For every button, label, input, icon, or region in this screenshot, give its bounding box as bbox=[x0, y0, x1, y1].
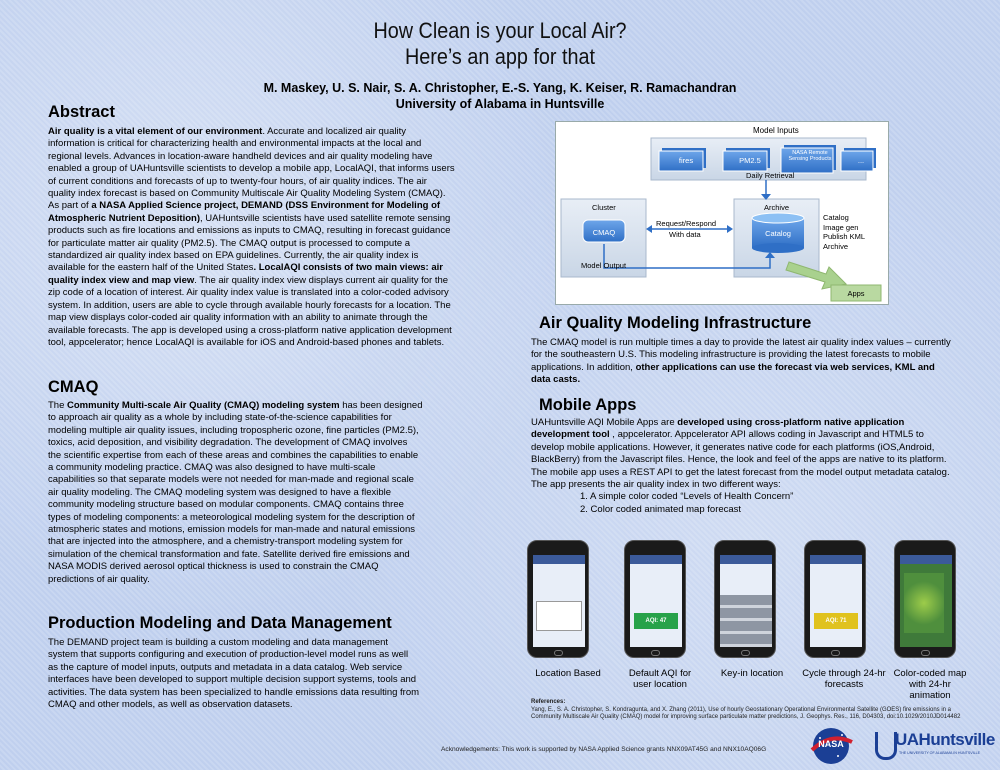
production-text: The DEMAND project team is building a custom modeling and data management system that supports configuring and execution of production-level model runs as well as the capture of model inputs, outputs and metadata in a data catalog. Web service interfaces have been developed to support multiple decision support systems, tools and activities. The data system has been specialized to handle emissions data resulting from CMAQ and other models, as well as observation datasets. bbox=[48, 637, 420, 711]
catalog-fn-1: Catalog bbox=[823, 213, 849, 222]
keyboard bbox=[720, 595, 772, 647]
uah-shield-icon bbox=[875, 732, 897, 760]
model-output-label: Model Output bbox=[581, 261, 627, 270]
mobile-list bbox=[531, 491, 951, 516]
phone-default-aqi bbox=[624, 540, 686, 658]
affiliation: University of Alabama in Huntsville bbox=[395, 97, 605, 111]
references-heading: References: bbox=[531, 699, 566, 705]
mobile-text bbox=[531, 417, 951, 516]
cmaq-rest: has been designed to approach air quality as a whole by including state-of-the-science capabilities for modeling multiple air quality issues, including tropospheric ozone, fine particles (PM2.5), toxics, acid deposition, and visibility degradation. The development of CMAQ involves the scientific expertise from each of these areas and combines the capabilities to enable a community modeling practice. CMAQ was also designed to have multi-scale capabilities so that separate models were not needed for man-made and regional scale air quality modeling. The CMAQ modeling system was designed to have a flexible community modeling structure based on modular components. CMAQ contains three types of modeling components: a meteorological modeling system for the description of atmospheric states and motions, emission models for man-made and natural emissions that are injected into the atmosphere, and a chemistry-transport modeling system for simulation of the chemical transformation and fate. Satellite derived fire emissions and NASA MODIS derived aerosol optical thickness is used to constrain the CMAQ predictions of air quality. bbox=[48, 400, 423, 585]
abstract-heading: Abstract bbox=[48, 103, 115, 121]
abstract-lead: Air quality is a vital element of our environment bbox=[48, 126, 263, 137]
abstract-bold-2: a NASA Applied Science project, DEMAND (DSS Environment for Modeling of Atmospheric Nutrient Deposition) bbox=[48, 200, 441, 224]
daily-retrieval-label: Daily Retrieval bbox=[746, 171, 795, 180]
cmaq-label: CMAQ bbox=[592, 228, 616, 237]
mobile-start: UAHuntsville AQI Mobile Apps are bbox=[531, 417, 678, 428]
caption-map: Color-coded map with 24-hr animation bbox=[893, 668, 967, 701]
caption-default: Default AQI for user location bbox=[628, 668, 692, 690]
model-inputs-label: Model Inputs bbox=[753, 126, 799, 135]
apps-label: Apps bbox=[847, 289, 865, 298]
uah-logo-text: UAHuntsville bbox=[895, 730, 995, 749]
mobile-list-item-2: 2. Color coded animated map forecast bbox=[580, 503, 742, 515]
phone-cycle-forecast bbox=[804, 540, 866, 658]
abstract-part-2: , UAHuntsville scientists have used satellite remote sensing products such as fire locations and emissions as inputs to CMAQ, resulting in forecast guidance for particulate matter air quality (PM2.5). The CMAQ output is processed to compute a standardized air quality index based on EPA guidelines. Currently, the air quality index is available for the eastern half of the United States bbox=[48, 212, 451, 274]
caption-location: Location Based bbox=[535, 668, 601, 679]
mobile-list-item-1: 1. A simple color coded “Levels of Health Concern” bbox=[580, 491, 794, 503]
production-heading: Production Modeling and Data Management bbox=[48, 614, 392, 632]
abstract-part-3: . The air quality index view displays current air quality for the zip code of a location of interest. Air quality index value is translated into a color-coded advisory system. In addition, users are able to cycle through available hourly forecasts for a location. The map view displays color-coded air quality information with an ability to animate through the available forecasts. The app is developed using a cross-platform native application development tool, appcelerator; hence LocalAQI is available for iOS and Android-based phones and tablets. bbox=[48, 274, 452, 348]
author-block bbox=[0, 80, 1000, 112]
catalog-fn-2: Image gen bbox=[823, 222, 859, 232]
aqi-box: AQI: 71 bbox=[814, 613, 858, 629]
cmaq-heading: CMAQ bbox=[48, 378, 99, 396]
catalog-fn-4: Archive bbox=[823, 241, 849, 251]
home-button bbox=[741, 650, 750, 656]
phone-screen bbox=[630, 555, 682, 647]
infrastructure-text bbox=[531, 337, 951, 387]
mobile-heading: Mobile Apps bbox=[539, 396, 637, 414]
references-text: Yang, E., S. A. Christopher, S. Kondragunta, and X. Zhang (2011), Use of hourly Geostationary Operational Environmental Satellite (GOES) fire emissions in a Community Multiscale Air Quality (CMAQ) model for improving surface particulate matter predictions, J. Geophys. Res., 116, D04303, doi:10.1029/2010JD014482 bbox=[531, 706, 961, 721]
map-area bbox=[904, 573, 944, 633]
cmaq-text bbox=[48, 400, 423, 586]
catalog-functions bbox=[823, 213, 865, 251]
with-data-label: With data bbox=[669, 230, 701, 239]
phone-nav-bar bbox=[720, 555, 772, 564]
location-dialog bbox=[536, 601, 582, 631]
aqi-box: AQI: 47 bbox=[634, 613, 678, 629]
request-respond-label: Request/Respond bbox=[656, 219, 717, 228]
nasa-logo-text: NASA bbox=[818, 739, 844, 749]
home-button bbox=[921, 650, 930, 656]
abstract-part-1: . Accurate and localized air quality information is critical for characterizing health and environmental impacts at the local and regional levels. Advances in location-aware handheld devices and air quality modeling have enabled a group of UAHuntsville scientists to develop a mobile app, LocalAQI, that informs users of current conditions and forecasts of up to twenty-four hours, of air quality indices. The air quality index forecast is based on Community Multiscale Air Quality Modeling System (CMAQ). As part of bbox=[48, 126, 455, 212]
phone-map bbox=[894, 540, 956, 658]
phone-screen bbox=[533, 555, 585, 647]
abstract-text bbox=[48, 126, 455, 349]
infrastructure-bold: other applications can use the forecast via web services, KML and data casts. bbox=[531, 361, 935, 386]
phone-screen bbox=[810, 555, 862, 647]
authors: M. Maskey, U. S. Nair, S. A. Christopher, E.-S. Yang, K. Keiser, R. Ramachandran bbox=[263, 81, 737, 95]
phone-nav-bar bbox=[900, 555, 952, 564]
acknowledgements: Acknowledgements: This work is supported by NASA Applied Science grants NNX09AT45G and NNX10AQ06G bbox=[441, 746, 767, 753]
phone-screen bbox=[720, 555, 772, 647]
archive-label: Archive bbox=[764, 203, 790, 212]
caption-cycle: Cycle through 24-hr forecasts bbox=[802, 668, 886, 690]
cluster-label: Cluster bbox=[592, 203, 616, 212]
phone-nav-bar bbox=[533, 555, 585, 564]
title-line-1: How Clean is your Local Air? bbox=[373, 18, 627, 43]
home-button bbox=[831, 650, 840, 656]
phone-location-based bbox=[527, 540, 589, 658]
phone-nav-bar bbox=[810, 555, 862, 564]
catalog-fn-3: Publish KML bbox=[823, 232, 866, 241]
infrastructure-diagram bbox=[555, 121, 889, 305]
home-button bbox=[554, 650, 563, 656]
pm25-label: PM2.5 bbox=[739, 156, 761, 165]
home-button bbox=[651, 650, 660, 656]
phone-key-in bbox=[714, 540, 776, 658]
nasa-products-label: NASA Remote Sensing Products bbox=[788, 150, 832, 162]
mobile-bold: developed using cross-platform native application development tool bbox=[531, 417, 905, 441]
nasa-logo bbox=[804, 726, 858, 766]
uah-logo bbox=[875, 728, 995, 768]
cmaq-start: The bbox=[48, 400, 68, 411]
infrastructure-heading: Air Quality Modeling Infrastructure bbox=[539, 314, 812, 332]
catalog-label: Catalog bbox=[765, 229, 791, 238]
references bbox=[531, 699, 971, 722]
cmaq-bold: Community Multi-scale Air Quality (CMAQ) modeling system bbox=[67, 400, 340, 411]
uah-logo-subtext: THE UNIVERSITY OF ALABAMA IN HUNTSVILLE bbox=[899, 751, 981, 755]
fires-label: fires bbox=[678, 156, 694, 165]
mobile-rest: , appcelerator. Appcelerator API allows coding in Javascript and HTML5 to develop mobile applications. However, it generates native code for each platforms (iOS,Android, BlackBerry) from the Javascript files. Hence, the look and feel of the apps are native to its platform. The mobile app uses a REST API to get the latest forecast from the model output metadata catalog. The app presents the air quality index in two different ways: bbox=[531, 429, 950, 491]
poster-title bbox=[0, 18, 1000, 70]
more-label: ... bbox=[857, 156, 865, 165]
infrastructure-part: The CMAQ model is run multiple times a day to provide the latest air quality index values – currently for the southeastern U.S. This modeling infrastructure is providing the latest forecasts to mobile applications. In addition, bbox=[531, 337, 951, 373]
caption-keyin: Key-in location bbox=[720, 668, 784, 679]
abstract-bold-3: . LocalAQI consists of two main views: air quality index view and map view bbox=[48, 262, 443, 286]
phone-screen bbox=[900, 555, 952, 647]
title-line-2: Here’s an app for that bbox=[404, 44, 596, 69]
phone-nav-bar bbox=[630, 555, 682, 564]
